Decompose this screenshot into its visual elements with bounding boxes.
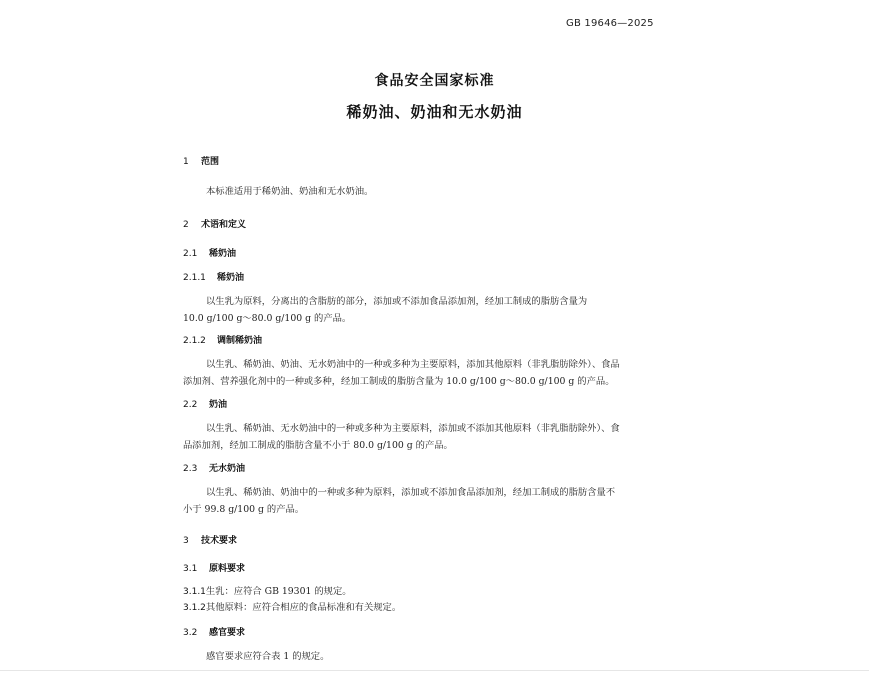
paragraph-line: 品添加剂，经加工制成的脂肪含量不小于 80.0 g/100 g 的产品。 [183,440,453,451]
section-number: 2.3 [183,464,198,474]
section-heading-2-1-1 [183,272,244,284]
section-heading-2-1 [183,248,236,260]
section-heading-3-2 [183,627,245,639]
clause-text: 其他原料：应符合相应的食品标准和有关规定。 [205,602,402,613]
section-number: 2.2 [183,400,198,410]
paragraph-line: 以生乳、稀奶油、无水奶油中的一种或多种为主要原料，添加或不添加其他原料（非乳脂肪除外）、食 [206,423,620,434]
page-bottom-divider [0,670,869,671]
section-number: 2 [183,220,189,230]
clause-text: 生乳：应符合 GB 19301 的规定。 [205,586,352,597]
section-number: 2.1.1 [183,273,206,283]
section-number: 2.1.2 [183,336,206,346]
section-heading-3 [183,535,237,547]
paragraph-sensory: 感官要求应符合表 1 的规定。 [206,651,330,662]
section-heading-2-1-2 [183,335,262,347]
paragraph-line: 10.0 g/100 g～80.0 g/100 g 的产品。 [183,313,352,324]
section-number: 3.2 [183,628,198,638]
section-heading-2 [183,219,246,231]
section-title: 范围 [201,157,220,167]
section-heading-2-3 [183,463,245,475]
paragraph-line: 以生乳、稀奶油、奶油、无水奶油中的一种或多种为主要原料，添加其他原料（非乳脂肪除外）、食品 [206,359,620,370]
section-heading-2-2 [183,399,227,411]
paragraph-line: 小于 99.8 g/100 g 的产品。 [183,504,305,515]
clause-3-1-1 [183,586,352,598]
section-title: 术语和定义 [201,220,247,230]
section-title: 技术要求 [201,536,238,546]
section-heading-1 [183,156,219,168]
section-title: 感官要求 [209,628,246,638]
clause-3-1-2 [183,602,401,614]
section-number: 3.1 [183,564,198,574]
section-number: 1 [183,157,189,167]
section-title: 奶油 [209,400,228,410]
paragraph-line: 以生乳为原料，分离出的含脂肪的部分，添加或不添加食品添加剂，经加工制成的脂肪含量为 [206,296,588,307]
paragraph-line: 添加剂、营养强化剂中的一种或多种，经加工制成的脂肪含量为 10.0 g/100 g～80.0 g/100 g 的产品。 [183,376,615,387]
section-heading-3-1 [183,563,245,575]
section-title: 原料要求 [209,564,246,574]
section-number: 3.1.1 [183,587,206,597]
document-subtitle: 稀奶油、奶油和无水奶油 [346,103,523,121]
section-number: 3 [183,536,189,546]
section-title: 稀奶油 [209,249,237,259]
document-title: 食品安全国家标准 [374,73,495,89]
section-number: 2.1 [183,249,198,259]
standard-number: GB 19646—2025 [566,18,654,29]
paragraph-scope: 本标准适用于稀奶油、奶油和无水奶油。 [206,186,374,197]
section-title: 调制稀奶油 [217,336,263,346]
section-number: 3.1.2 [183,603,206,613]
paragraph-line: 以生乳、稀奶油、奶油中的一种或多种为原料，添加或不添加食品添加剂，经加工制成的脂肪含量不 [206,487,616,498]
section-title: 稀奶油 [217,273,245,283]
section-title: 无水奶油 [209,464,246,474]
